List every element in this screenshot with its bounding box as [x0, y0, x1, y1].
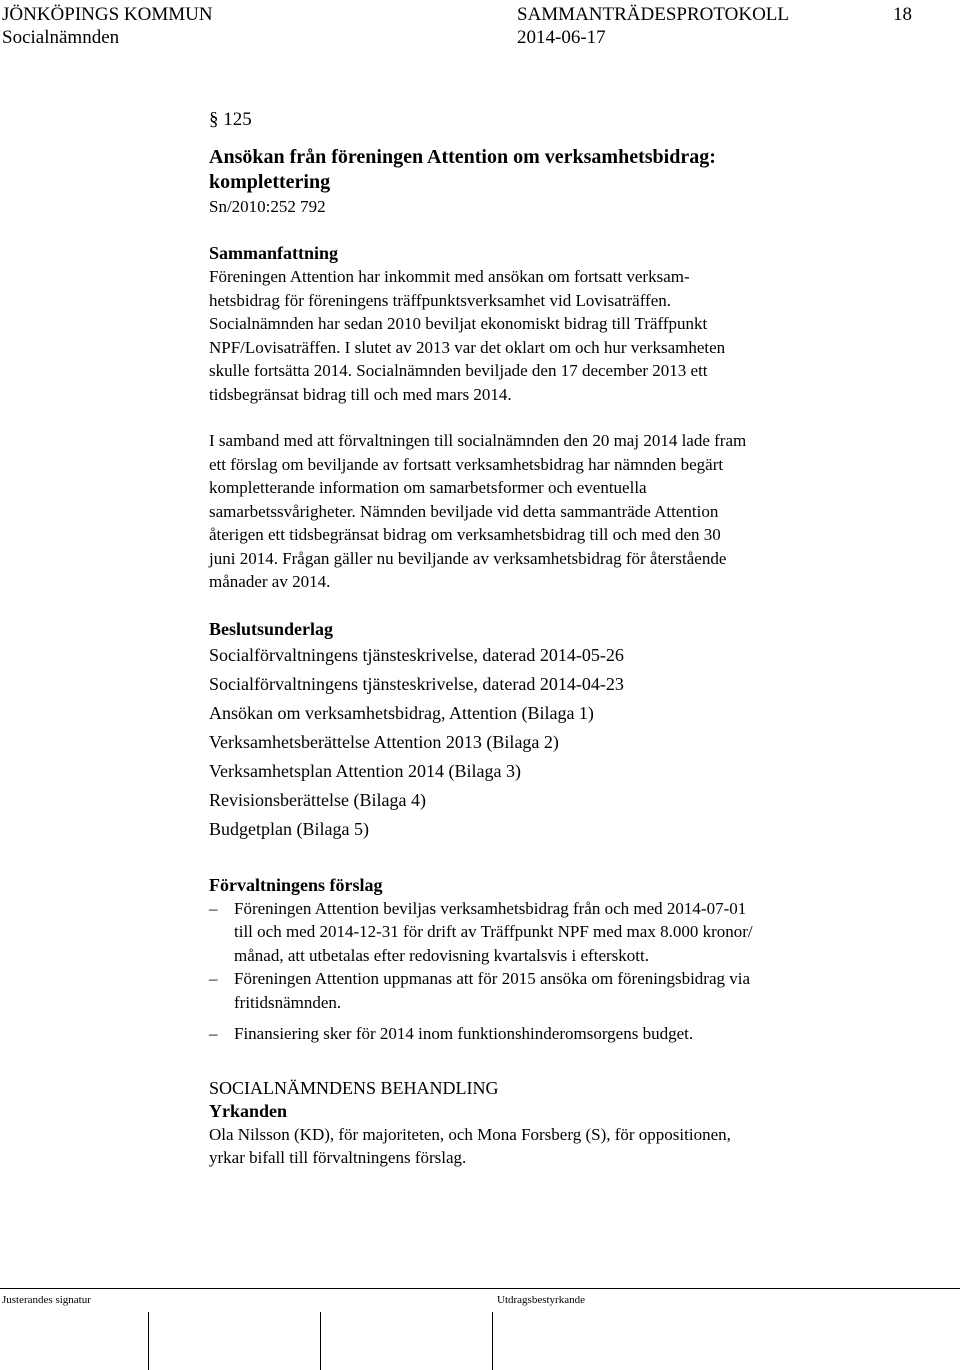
summary-heading: Sammanfattning: [209, 243, 339, 263]
summary-paragraph-2: [209, 429, 889, 594]
proposal-heading: Förvaltningens förslag: [209, 874, 383, 895]
header-body: Socialnämnden: [2, 27, 120, 48]
text-line: Föreningen Attention beviljas verksamhetsbidrag från och med 2014-07-01: [234, 898, 747, 918]
text-line: Föreningen Attention uppmanas att för 2015 ansöka om föreningsbidrag via: [234, 969, 751, 988]
text-line: Finansiering sker för 2014 inom funktionshinderomsorgens budget.: [234, 1024, 694, 1043]
list-item: Socialförvaltningens tjänsteskrivelse, daterad 2014-05-26: [209, 644, 624, 665]
basis-list: [209, 641, 889, 844]
summary-paragraph-1: [209, 265, 889, 406]
list-item: Ansökan om verksamhetsbidrag, Attention (Bilaga 1): [209, 702, 594, 723]
header-date: 2014-06-17: [517, 27, 606, 48]
treatment-heading: SOCIALNÄMNDENS BEHANDLING: [209, 1077, 499, 1098]
footer-extract-label: Utdragsbestyrkande: [497, 1294, 585, 1306]
text-line: hetsbidrag för föreningens träffpunktsverksamhet vid Lovisaträffen.: [209, 290, 672, 310]
text-line: ett förslag om beviljande av fortsatt verksamhetsbidrag har nämnden begärt: [209, 454, 724, 474]
text-line: Ola Nilsson (KD), för majoriteten, och Mona Forsberg (S), för oppositionen,: [209, 1124, 731, 1144]
text-line: juni 2014. Frågan gäller nu beviljande av verksamhetsbidrag för återstående: [209, 548, 727, 568]
text-line: tidsbegränsat bidrag till och med mars 2014.: [209, 384, 512, 404]
dash-bullet: –: [209, 1024, 218, 1043]
list-item: Verksamhetsplan Attention 2014 (Bilaga 3): [209, 760, 521, 781]
list-item: [209, 897, 889, 968]
signature-box-divider: [492, 1312, 493, 1370]
text-line: till och med 2014-12-31 för drift av Träffpunkt NPF med max 8.000 kronor/: [234, 922, 753, 941]
document-body: [209, 108, 889, 1170]
text-line: fritidsnämnden.: [234, 992, 342, 1012]
header-org: JÖNKÖPINGS KOMMUN: [2, 4, 213, 25]
text-line: yrkar bifall till förvaltningens förslag.: [209, 1148, 467, 1167]
text-line: samarbetssvårigheter. Nämnden beviljade vid detta sammanträde Attention: [209, 501, 719, 521]
list-item: [209, 1022, 889, 1046]
header-page-number: 18: [893, 4, 912, 25]
dash-bullet: –: [209, 898, 218, 918]
signature-box-divider: [148, 1312, 149, 1370]
section-title-line-1: Ansökan från föreningen Attention om verksamhetsbidrag:: [209, 146, 716, 168]
basis-heading: Beslutsunderlag: [209, 618, 334, 639]
text-line: månader av 2014.: [209, 572, 331, 591]
text-line: Föreningen Attention har inkommit med ansökan om fortsatt verksam-: [209, 267, 690, 286]
list-item: Revisionsberättelse (Bilaga 4): [209, 789, 426, 810]
text-line: återigen ett tidsbegränsat bidrag om verksamhetsbidrag till och med den 30: [209, 525, 721, 544]
signature-box-divider: [320, 1312, 321, 1370]
text-line: I samband med att förvaltningen till socialnämnden den 20 maj 2014 lade fram: [209, 431, 747, 450]
treatment-subheading: Yrkanden: [209, 1100, 288, 1121]
list-item: Budgetplan (Bilaga 5): [209, 818, 369, 839]
section-title-line-2: komplettering: [209, 171, 331, 193]
list-item: Verksamhetsberättelse Attention 2013 (Bilaga 2): [209, 731, 559, 752]
footer-rule: [0, 1288, 960, 1289]
footer-signature-label: Justerandes signatur: [2, 1294, 91, 1306]
text-line: NPF/Lovisaträffen. I slutet av 2013 var det oklart om och hur verksamheten: [209, 337, 726, 357]
text-line: Socialnämnden har sedan 2010 beviljat ekonomiskt bidrag till Träffpunkt: [209, 314, 708, 333]
dash-bullet: –: [209, 969, 218, 988]
proposal-list: [209, 897, 889, 1046]
text-line: månad, att utbetalas efter redovisning kvartalsvis i efterskott.: [234, 945, 649, 965]
list-item: Socialförvaltningens tjänsteskrivelse, daterad 2014-04-23: [209, 673, 624, 694]
text-line: kompletterande information om samarbetsformer och eventuella: [209, 478, 647, 497]
list-item: [209, 967, 889, 1014]
case-number: Sn/2010:252 792: [209, 197, 326, 216]
text-line: skulle fortsätta 2014. Socialnämnden beviljade den 17 december 2013 ett: [209, 361, 708, 380]
section-number: § 125: [209, 109, 252, 130]
treatment-text: [209, 1123, 889, 1170]
header-doctype: SAMMANTRÄDESPROTOKOLL: [517, 4, 790, 25]
